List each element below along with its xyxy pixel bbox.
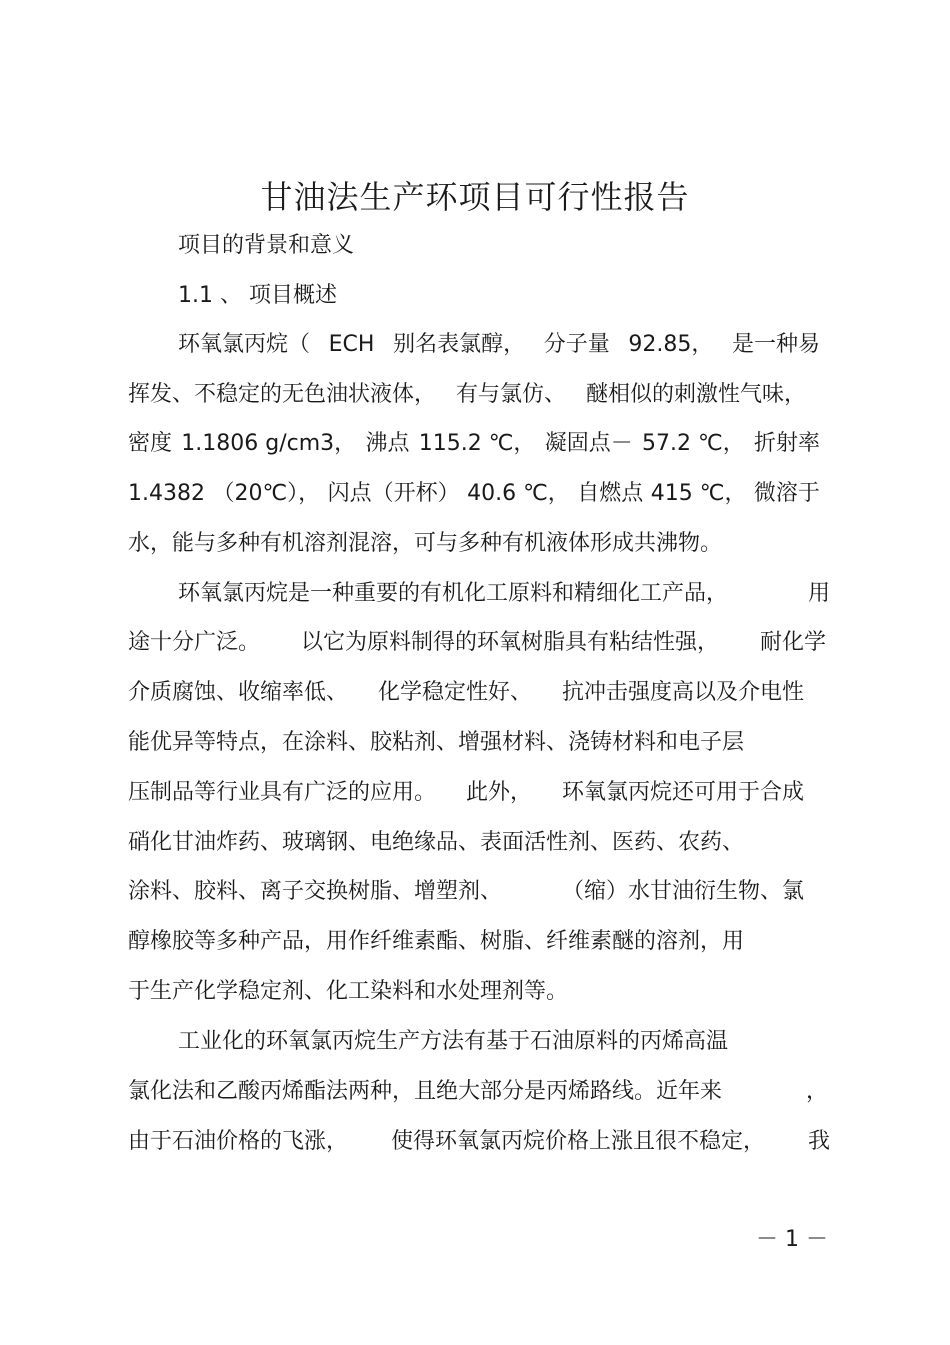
- text-segment: 折射率: [753, 431, 820, 456]
- body-line: [128, 877, 804, 907]
- text-segment: 92.85，: [628, 332, 714, 357]
- body-line: [128, 628, 826, 658]
- body-line: [128, 429, 820, 459]
- body-line: [128, 678, 804, 708]
- text-segment: （20℃），: [212, 481, 321, 506]
- text-segment: 由于石油价格的飞涨，: [128, 1129, 349, 1154]
- section-heading: 项目的背景和意义: [178, 233, 355, 258]
- body-line: [128, 828, 744, 858]
- text-segment: 以它为原料制得的环氧树脂具有粘结性强，: [300, 630, 719, 655]
- text-segment: 挥发、不稳定的无色油状液体，: [128, 382, 437, 407]
- text-segment: ECH: [328, 332, 375, 357]
- body-line: [178, 330, 820, 360]
- text-segment: 微溶于: [753, 481, 820, 506]
- text-segment: 此外，: [465, 780, 532, 805]
- text-segment: 氯化法和乙酸丙烯酯法两种，且绝大部分是丙烯路线。近年来: [128, 1079, 723, 1104]
- text-segment: 耐化学: [759, 630, 826, 655]
- body-line: [128, 728, 744, 758]
- text-segment: 硝化甘油炸药、玻璃钢、电绝缘品、表面活性剂、医药、农药、: [128, 830, 745, 855]
- body-line: [128, 1077, 828, 1107]
- text-segment: 涂料、胶料、离子交换树脂、增塑剂、: [128, 879, 503, 904]
- body-line: [128, 927, 744, 957]
- body-line: [178, 1027, 728, 1057]
- body-line: [128, 778, 804, 808]
- text-segment: ，: [805, 1079, 828, 1104]
- page-number: － 1 －: [756, 1227, 828, 1252]
- text-segment: 能优异等特点，在涂料、胶粘剂、增强材料、浇铸材料和电子层: [128, 730, 745, 755]
- body-line: [128, 380, 806, 410]
- text-segment: 醚相似的刺激性气味，: [585, 382, 806, 407]
- text-segment: 于生产化学稳定剂、化工染料和水处理剂等。: [128, 979, 569, 1004]
- text-segment: 分子量: [543, 332, 610, 357]
- text-segment: 途十分广泛。: [128, 630, 261, 655]
- body-line: [128, 977, 568, 1007]
- text-segment: 57.2 ℃，: [642, 431, 745, 456]
- text-segment: 有与氯仿、: [455, 382, 566, 407]
- text-segment: 415 ℃，: [650, 481, 747, 506]
- text-segment: 水，能与多种有机溶剂混溶，可与多种有机液体形成共沸物。: [128, 531, 723, 556]
- text-segment: 用: [807, 581, 830, 606]
- text-segment: 1.1806 g/cm3，: [181, 431, 357, 456]
- text-segment: 别名表氯醇，: [393, 332, 526, 357]
- text-segment: 工业化的环氧氯丙烷生产方法有基于石油原料的丙烯高温: [178, 1029, 729, 1054]
- text-segment: 凝固点－: [544, 431, 633, 456]
- text-segment: 环氧氯丙烷（: [178, 332, 311, 357]
- text-segment: 环氧氯丙烷是一种重要的有机化工原料和精细化工产品，: [178, 581, 729, 606]
- body-line: [128, 479, 820, 509]
- text-segment: 闪点（开杯）: [327, 481, 460, 506]
- text-segment: 1.4382: [128, 481, 205, 506]
- subsection-heading: 1.1 、 项目概述: [178, 283, 337, 308]
- text-segment: 是一种易: [731, 332, 820, 357]
- body-line: [178, 579, 830, 609]
- text-segment: （缩）水甘油衍生物、氯: [561, 879, 804, 904]
- text-segment: 40.6 ℃，: [467, 481, 570, 506]
- body-line: [128, 529, 722, 559]
- document-title: 甘油法生产环项目可行性报告: [260, 178, 690, 216]
- text-segment: 化学稳定性好、: [377, 680, 532, 705]
- text-segment: 介质腐蚀、收缩率低、: [128, 680, 349, 705]
- text-segment: 自燃点: [577, 481, 644, 506]
- text-segment: 我: [807, 1129, 830, 1154]
- text-segment: 115.2 ℃，: [418, 431, 536, 456]
- text-segment: 沸点: [365, 431, 410, 456]
- text-segment: 压制品等行业具有广泛的应用。: [128, 780, 437, 805]
- body-line: [128, 1127, 830, 1157]
- text-segment: 密度: [128, 431, 173, 456]
- text-segment: 使得环氧氯丙烷价格上涨且很不稳定，: [390, 1129, 765, 1154]
- text-segment: 抗冲击强度高以及介电性: [561, 680, 804, 705]
- text-segment: 环氧氯丙烷还可用于合成: [561, 780, 804, 805]
- text-segment: 醇橡胶等多种产品，用作纤维素酯、树脂、纤维素醚的溶剂，用: [128, 929, 745, 954]
